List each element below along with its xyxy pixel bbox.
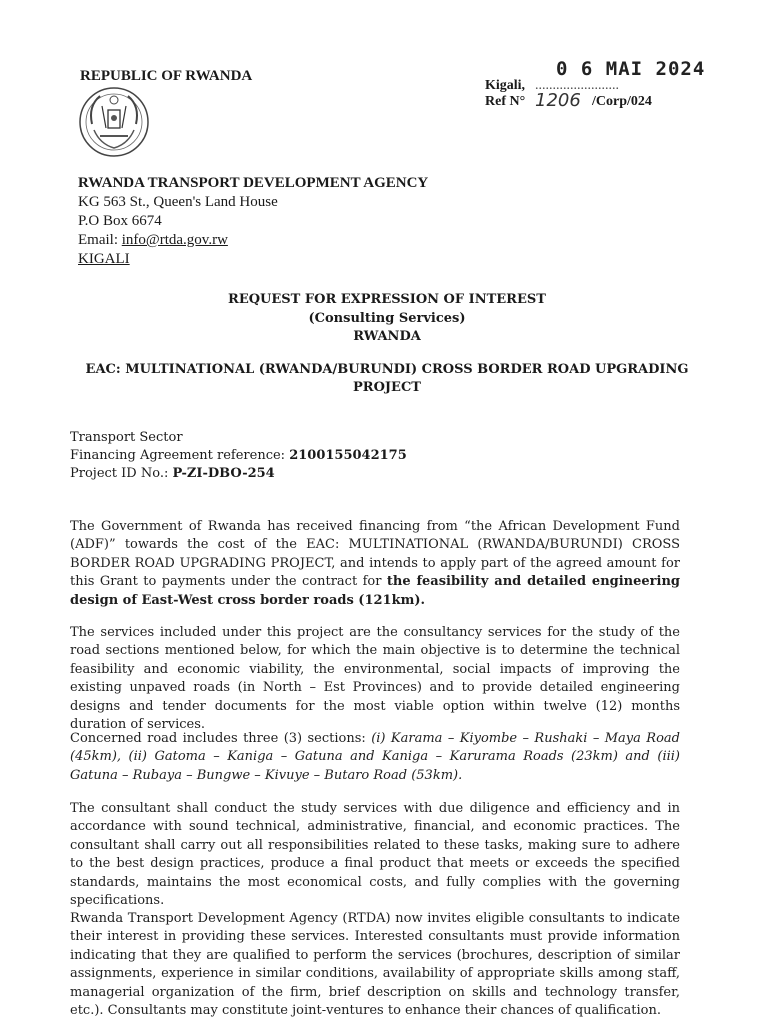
coat-of-arms-seal-icon	[78, 84, 150, 160]
project-id-label: Project ID No.:	[70, 466, 173, 481]
project-id-line	[70, 466, 275, 481]
ref-suffix: /Corp/024	[592, 94, 652, 109]
paragraph-road-sections	[70, 730, 680, 785]
paragraph-financing-bold: the feasibility and detailed engineering design of East-West cross border roads (121km).	[70, 574, 680, 608]
paragraph-consultant-duties: The consultant shall conduct the study services with due diligence and efficiency and in accordance with sound technical, administrative, financial, and economic practices. The consultant shall carry out all responsibilities related to these tasks, making sure to adhere to the best design practices, produce a final product that meets or exceeds the specified standards, maintains the most economical costs, and fully complies with the governing specifications.	[70, 801, 680, 909]
paragraph-invitation: Rwanda Transport Development Agency (RTDA) now invites eligible consultants to indicate their interest in providing these services. Interested consultants must provide information indicating that they are qualified to perform the services (brochures, description of similar assignments, experience in similar conditions, availability of appropriate skills among staff, managerial organization of the firm, brief description on skills and technology transfer, etc.). Consultants may constitute joint-ventures to enhance their chances of qualification.	[70, 911, 680, 1019]
financing-label: Financing Agreement reference:	[70, 448, 290, 463]
ref-label: Ref N°	[485, 94, 526, 109]
road-sections-italic: (i) Karama – Kiyombe – Rushaki – Maya Road (45km), (ii) Gatoma – Kaniga – Gatuna and Kaniga – Karurama Roads (23km) and (iii) Gatuna – Rubaya – Bungwe – Kivuye – Butaro Road (53km).	[70, 731, 680, 783]
ref-number-handwritten: 1206	[535, 90, 581, 111]
financing-value: 2100155042175	[289, 448, 407, 463]
reoi-subtitle: (Consulting Services)	[308, 311, 466, 326]
agency-city: KIGALI	[78, 251, 130, 267]
agency-name: RWANDA TRANSPORT DEVELOPMENT AGENCY	[78, 175, 429, 191]
date-dotted-line: ........................	[535, 78, 619, 93]
paragraph-financing	[70, 518, 680, 610]
reoi-country: RWANDA	[353, 329, 421, 344]
reoi-title: REQUEST FOR EXPRESSION OF INTEREST	[228, 292, 546, 307]
agency-street: KG 563 St., Queen's Land House	[78, 194, 278, 210]
agency-email-row	[78, 232, 228, 249]
paragraph-services: The services included under this project are the consultancy services for the study of the road sections mentioned below, for which the main objective is to determine the technical feasibility and economic viability, the environmental, social impacts of improving the existing unpaved roads (in North – Est Provinces) and to provide detailed engineering designs and tender documents for the most viable option within twelve (12) months duration of services.	[70, 625, 680, 733]
sector-line: Transport Sector	[70, 430, 183, 445]
project-title-line1: EAC: MULTINATIONAL (RWANDA/BURUNDI) CROSS BORDER ROAD UPGRADING	[85, 362, 689, 377]
financing-line	[70, 448, 407, 463]
republic-heading: REPUBLIC OF RWANDA	[80, 68, 253, 84]
email-label: Email:	[78, 232, 122, 248]
project-id-value: P-ZI-DBO-254	[172, 466, 275, 481]
paragraph-financing-text: The Government of Rwanda has received financing from “the African Development Fund (ADF)” towards the cost of the EAC: MULTINATIONAL (RWANDA/BURUNDI) CROSS BORDER ROAD UPGRADING PROJECT, and intends to apply part of the agreed amount for this Grant to payments under the contract for	[70, 519, 680, 590]
email-link[interactable]: info@rtda.gov.rw	[121, 232, 228, 248]
date-stamp: 0 6 MAI 2024	[556, 58, 706, 80]
agency-pobox: P.O Box 6674	[78, 213, 162, 229]
project-title-line2: PROJECT	[353, 380, 421, 395]
kigali-label: Kigali,	[485, 78, 526, 93]
road-sections-text: Concerned road includes three (3) sections:	[70, 731, 372, 746]
